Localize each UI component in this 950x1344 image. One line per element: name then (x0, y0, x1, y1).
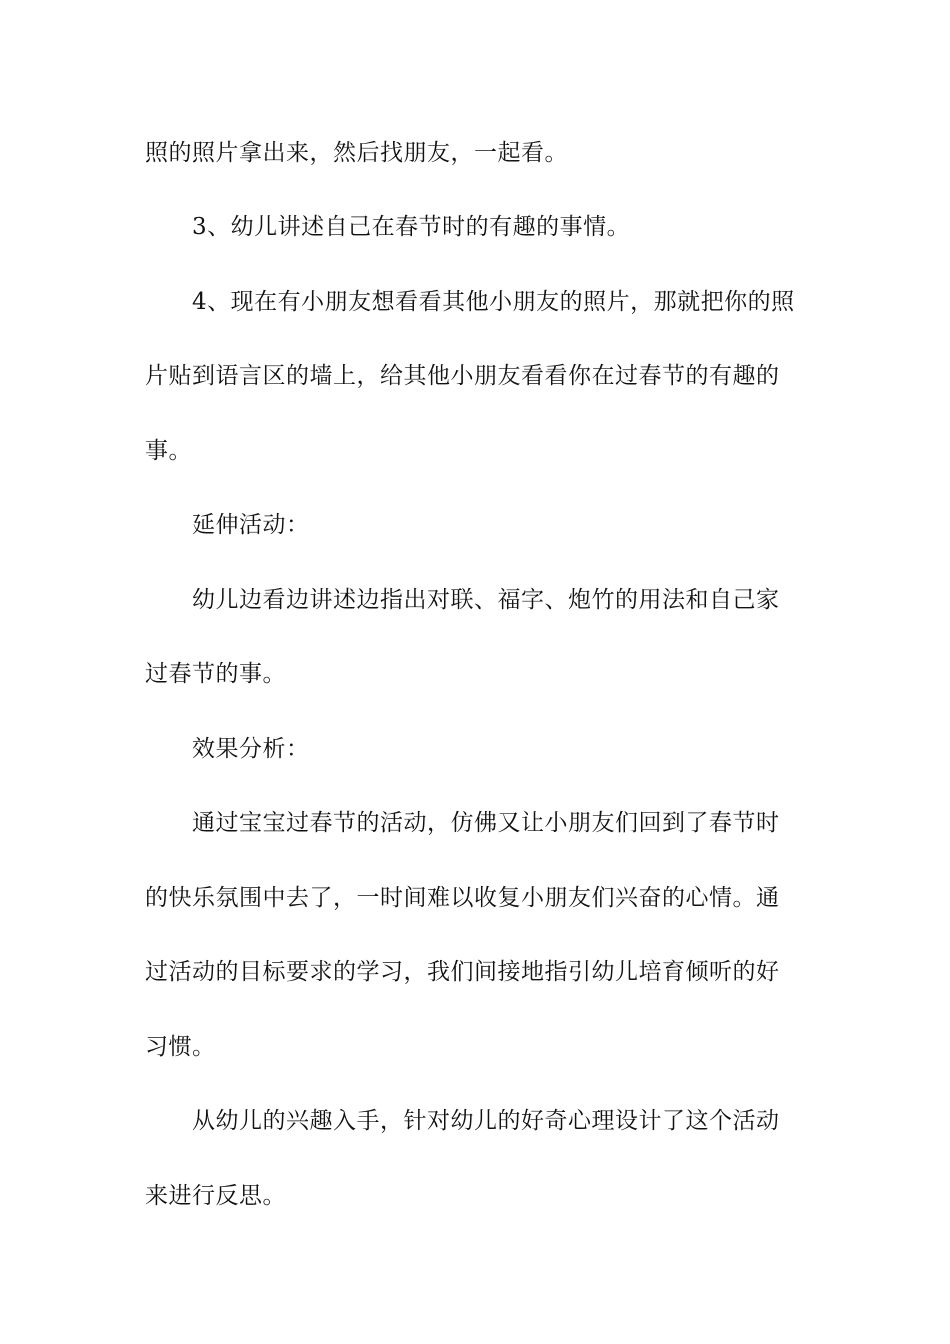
text-line: 照的照片拿出来，然后找朋友，一起看。 (145, 140, 568, 166)
text-line: 4、现在有小朋友想看看其他小朋友的照片，那就把你的照 (192, 289, 795, 315)
text-line: 片贴到语言区的墙上，给其他小朋友看看你在过春节的有趣的 (145, 363, 780, 389)
text-line: 的快乐氛围中去了，一时间难以收复小朋友们兴奋的心情。通 (145, 885, 780, 911)
text-line: 过活动的目标要求的学习，我们间接地指引幼儿培育倾听的好 (145, 959, 780, 985)
section-heading: 延伸活动： (192, 512, 310, 538)
text-line: 通过宝宝过春节的活动，仿佛又让小朋友们回到了春节时 (192, 810, 780, 836)
text-line: 习惯。 (145, 1034, 216, 1060)
text-line: 从幼儿的兴趣入手，针对幼儿的好奇心理设计了这个活动 (192, 1108, 780, 1134)
section-heading: 效果分析： (192, 736, 310, 762)
text-line: 3、幼儿讲述自己在春节时的有趣的事情。 (192, 214, 631, 240)
text-line: 过春节的事。 (145, 661, 286, 687)
text-line: 来进行反思。 (145, 1183, 286, 1209)
text-line: 幼儿边看边讲述边指出对联、福字、炮竹的用法和自己家 (192, 587, 780, 613)
text-line: 事。 (145, 438, 192, 464)
